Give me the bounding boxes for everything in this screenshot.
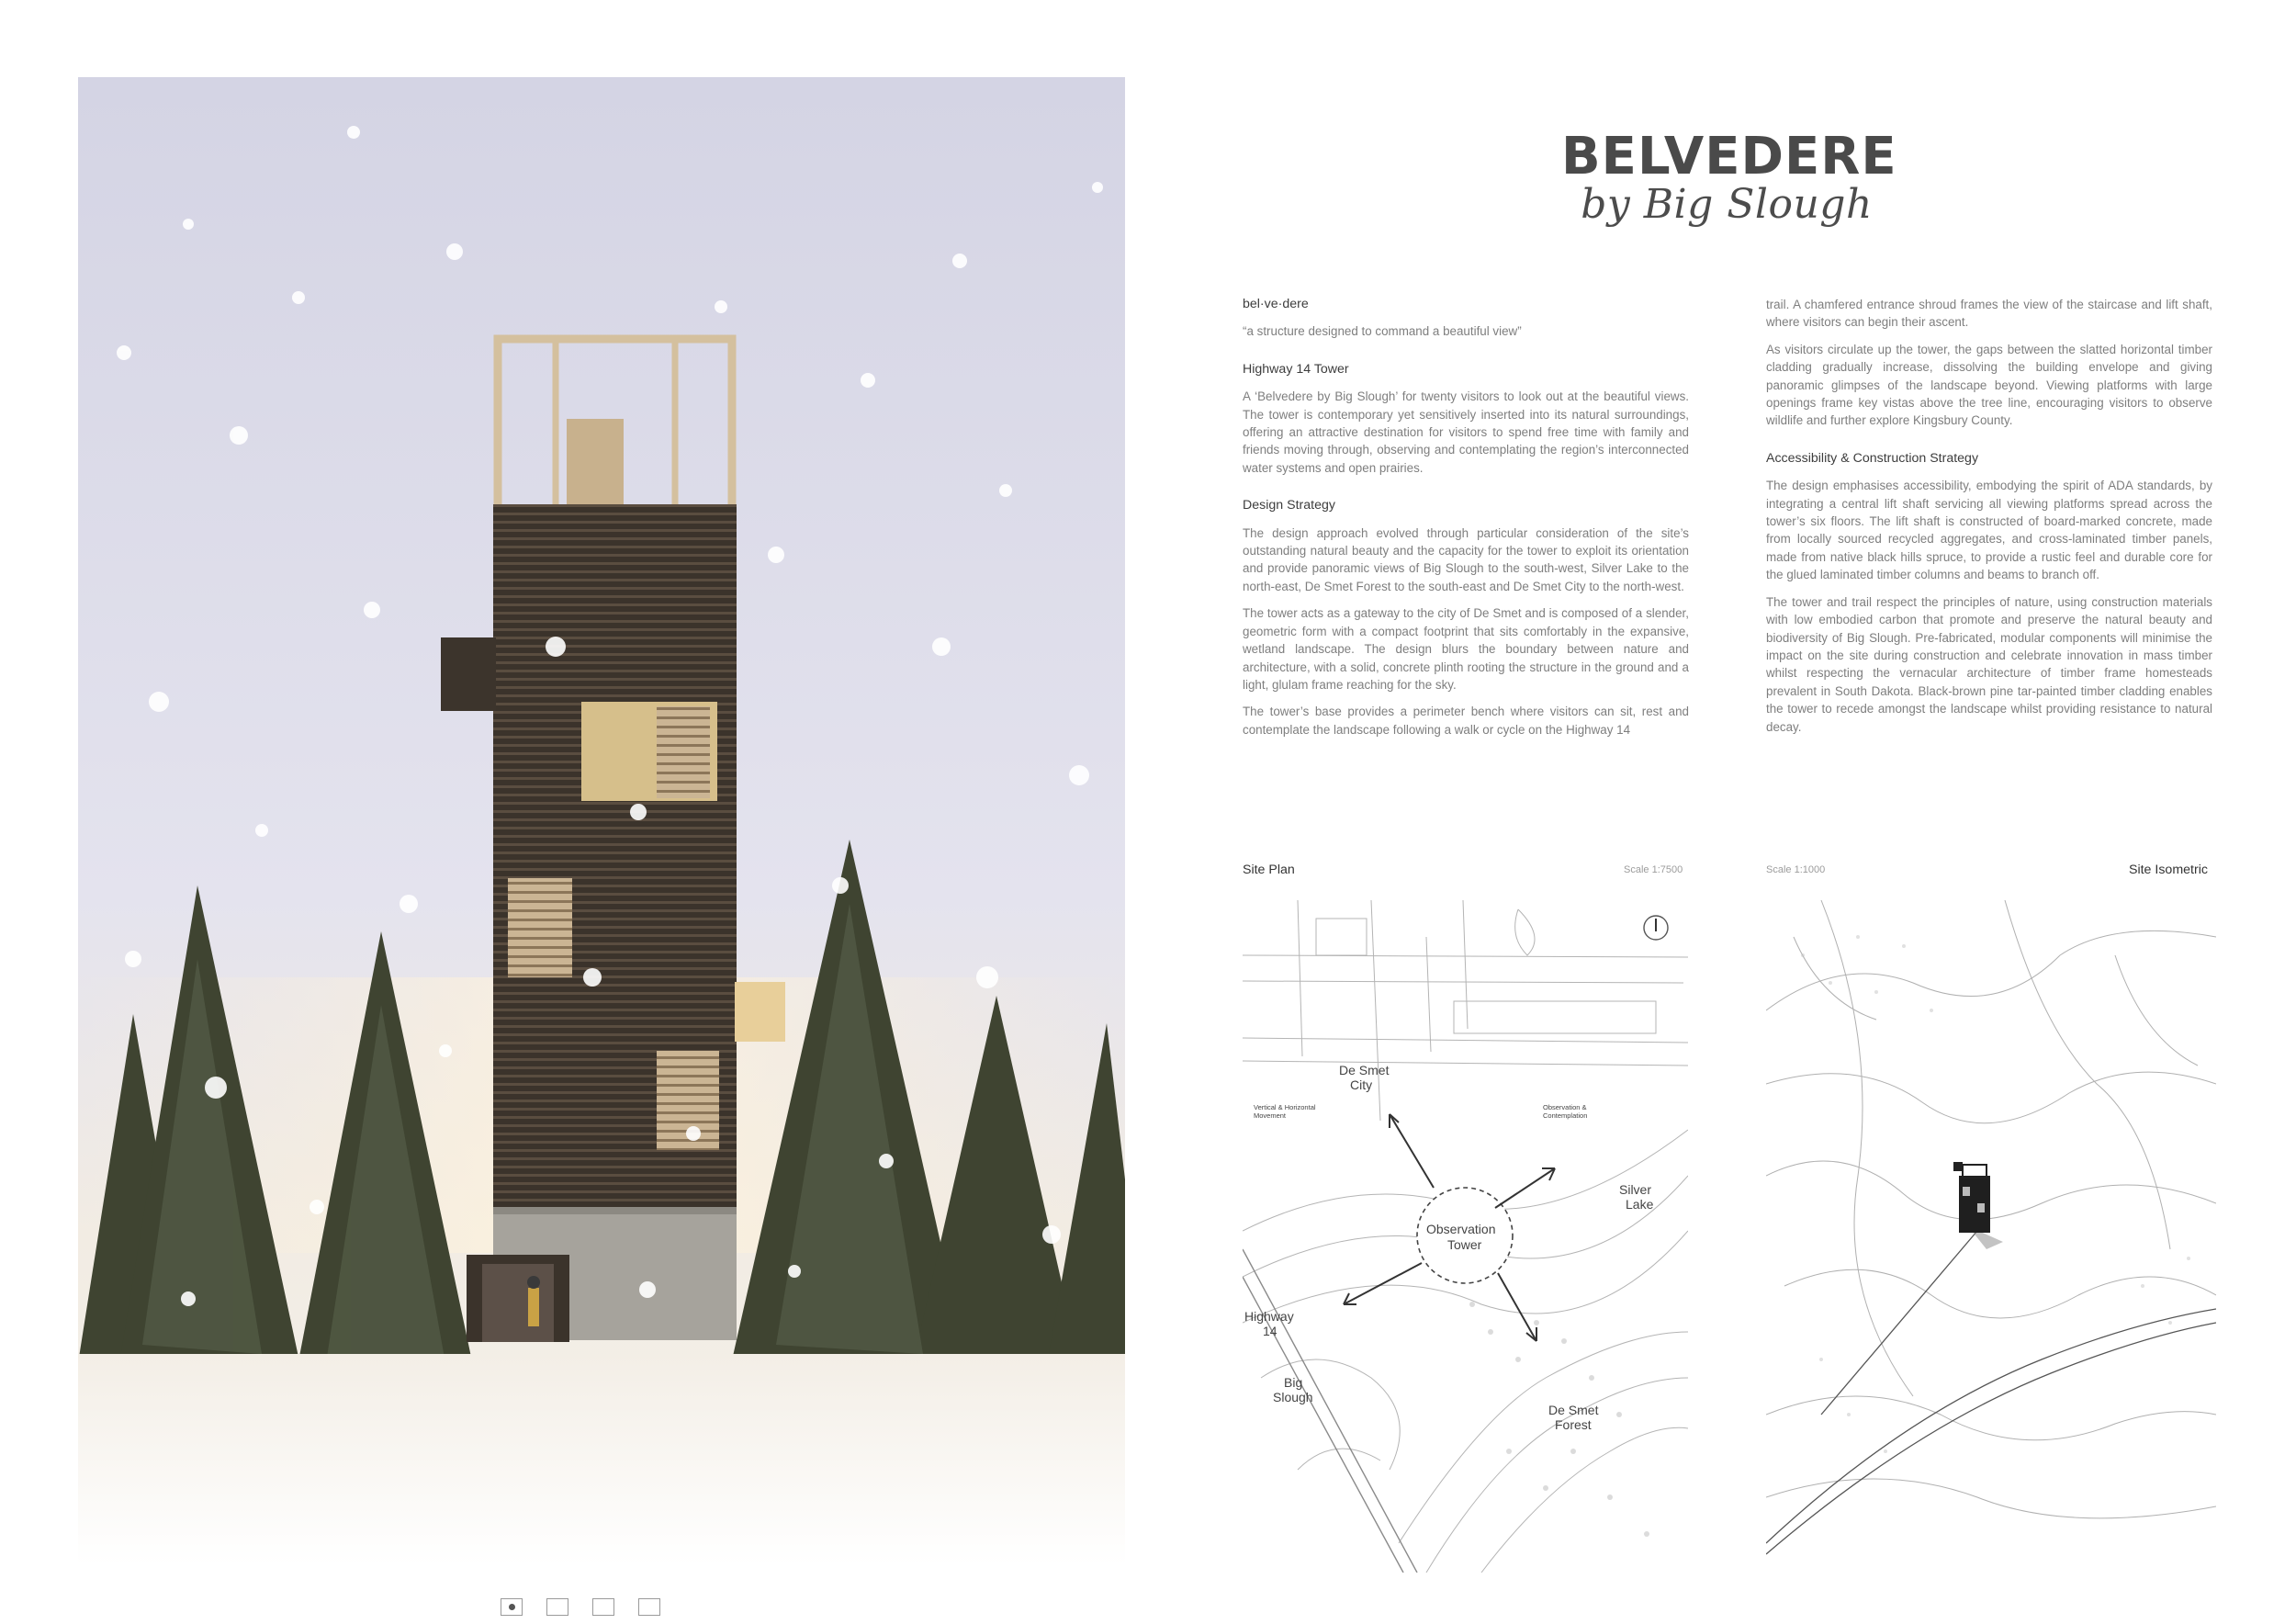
page-subtitle: by Big Slough	[1581, 181, 1873, 228]
carousel-pagination	[501, 1598, 660, 1616]
site-iso-title: Site Isometric	[2129, 863, 2208, 877]
svg-text:Vertical & Horizontal: Vertical & Horizontal	[1254, 1103, 1316, 1111]
pagination-dot-2[interactable]	[546, 1598, 568, 1616]
svg-text:Big: Big	[1284, 1375, 1303, 1390]
active-dot-indicator	[509, 1604, 515, 1610]
map-label-tower: Observation	[1426, 1222, 1496, 1236]
section-heading-accessibility: Accessibility & Construction Strategy	[1766, 450, 1979, 466]
svg-text:Tower: Tower	[1447, 1237, 1482, 1252]
svg-text:Slough: Slough	[1273, 1390, 1313, 1404]
svg-text:City: City	[1350, 1077, 1373, 1092]
svg-text:Forest: Forest	[1555, 1417, 1592, 1432]
svg-text:Observation &: Observation &	[1543, 1103, 1587, 1111]
site-plan-map	[1243, 900, 1688, 1573]
definition-term: bel·ve·dere	[1243, 297, 1309, 311]
section-heading-design: Design Strategy	[1243, 498, 1335, 513]
site-plan-scale: Scale 1:7500	[1624, 864, 1683, 875]
page-title: BELVEDERE	[1561, 127, 1897, 186]
site-iso-scale: Scale 1:1000	[1766, 864, 1826, 875]
svg-text:Lake: Lake	[1626, 1197, 1654, 1212]
hero-render-image	[78, 77, 1125, 1565]
pagination-dot-1[interactable]	[501, 1598, 523, 1616]
paragraph: The tower’s base provides a perimeter bench where visitors can sit, rest and contemplate the landscape following a walk or cycle on the Highway 14	[1243, 705, 1689, 737]
iso-tower-model	[1953, 1162, 2003, 1249]
map-label-city: De Smet	[1339, 1063, 1390, 1077]
pagination-dot-4[interactable]	[638, 1598, 660, 1616]
svg-text:Silver: Silver	[1619, 1182, 1652, 1197]
svg-text:Contemplation: Contemplation	[1543, 1111, 1588, 1120]
paragraph: The design approach evolved through particular consideration of the site’s outstanding natural beauty and the capacity for the tower to exploit its orientation and provide panoramic views of Big Slough to the south-west, Silver Lake to the north-east, De Smet Forest to the south-east and De Smet City to the north-west.	[1243, 525, 1689, 593]
definition-quote: “a structure designed to command a beautiful view”	[1243, 324, 1522, 339]
title-block	[1561, 127, 1897, 228]
svg-text:Movement: Movement	[1254, 1111, 1287, 1120]
text-column-right	[1766, 296, 2212, 745]
paragraph: The design emphasises accessibility, embodying the spirit of ADA standards, by integrating a central lift shaft servicing all viewing platforms spread across the tower’s six floors. The lift shaft is constructed of board-marked concrete, made from locally sourced recycled aggregates, and cross-laminated timber panels, made from native black hills spruce, to provide a rustic feel and durable core for the glued laminated timber columns and beams to branch off.	[1766, 479, 2212, 582]
paragraph: As visitors circulate up the tower, the gaps between the slatted horizontal timber cladding gradually increase, dissolving the building envelope and giving panoramic glimpses of the landscape beyond. Viewing platforms with large openings frame key vistas above the tree line, encouraging visitors to observe wildlife and further explore Kingsbury County.	[1766, 342, 2212, 428]
site-plan-drawing	[1243, 900, 1688, 1573]
site-isometric-drawing	[1766, 900, 2216, 1573]
text-column-left	[1243, 296, 1689, 748]
site-isometric-map	[1766, 900, 2216, 1573]
svg-text:De Smet: De Smet	[1548, 1403, 1599, 1417]
paragraph: A ‘Belvedere by Big Slough’ for twenty visitors to look out at the beautiful views. The tower is contemporary yet sensitively inserted into its natural surroundings, offering an attractive destination for visitors to spend free time with family and friends moving through, observing and contemplating the region’s interconnected water systems and open prairies.	[1243, 389, 1689, 475]
paragraph: The tower acts as a gateway to the city of De Smet and is composed of a slender, geometric form with a compact footprint that sits comfortably in the expansive, wetland landscape. The design blurs the boundary between nature and architecture, with a solid, concrete plinth rooting the structure in the ground and a light, glulam frame reaching for the sky.	[1243, 606, 1689, 692]
tower-render	[78, 77, 1125, 1565]
site-plan-title: Site Plan	[1243, 863, 1295, 877]
paragraph: trail. A chamfered entrance shroud frames the view of the staircase and lift shaft, where visitors can begin their ascent.	[1766, 298, 2212, 330]
pagination-dot-3[interactable]	[592, 1598, 614, 1616]
section-heading-highway: Highway 14 Tower	[1243, 361, 1349, 377]
svg-text:Highway: Highway	[1244, 1309, 1294, 1324]
paragraph: The tower and trail respect the principles of nature, using construction materials with low embodied carbon that promote and preserve the natural beauty and biodiversity of Big Slough. Pre-fabricated, modular components will minimise the impact on the site during construction and celebrate innovation in mass timber whilst respecting the vernacular architecture of timber frame homesteads prevalent in South Dakota. Black-brown pine tar-painted timber cladding enables the tower to recede amongst the landscape whilst providing resistance to natural decay.	[1766, 594, 2212, 734]
svg-text:14: 14	[1263, 1324, 1277, 1338]
